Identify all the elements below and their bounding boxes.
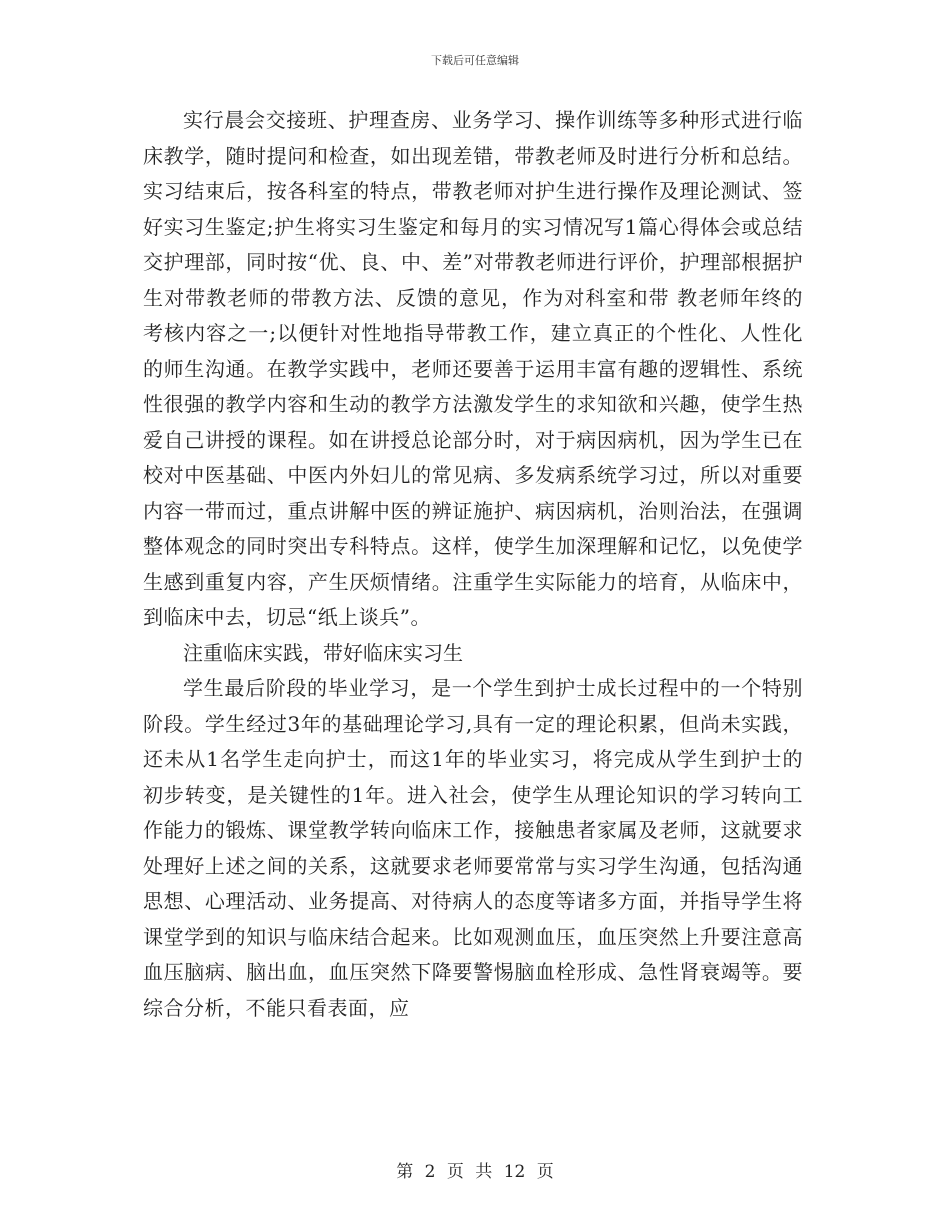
document-body: [143, 103, 803, 1026]
paragraph-teaching-methods: 实行晨会交接班、护理查房、业务学习、操作训练等多种形式进行临床教学，随时提问和检查，如出现差错，带教老师及时进行分析和总结。实习结束后，按各科室的特点，带教老师对护生进行操作及理论测试、签好实习生鉴定;护生将实习生鉴定和每月的实习情况写1篇心得体会或总结交护理部，同时按“优、良、中、差”对带教老师进行评价，护理部根据护生对带教老师的带教方法、反馈的意见，作为对科室和带 教老师年终的考核内容之一;以便针对性地指导带教工作，建立真正的个性化、人性化的师生沟通。在教学实践中，老师还要善于运用丰富有趣的逻辑性、系统性很强的教学内容和生动的教学方法激发学生的求知欲和兴趣，使学生热爱自己讲授的课程。如在讲授总论部分时，对于病因病机，因为学生已在校对中医基础、中医内外妇儿的常见病、多发病系统学习过，所以对重要内容一带而过，重点讲解中医的辨证施护、病因病机，治则治法，在强调整体观念的同时突出专科特点。这样，使学生加深理解和记忆，以免使学生感到重复内容，产生厌烦情绪。注重学生实际能力的培育，从临床中，到临床中去，切忌“纸上谈兵”。: [143, 108, 803, 629]
page-header: 下载后可任意编辑: [431, 54, 519, 67]
section-heading: 注重临床实践，带好临床实习生: [183, 640, 463, 665]
page-footer: 第 2 页 共 12 页: [396, 1162, 554, 1182]
paragraph-graduation-internship: 学生最后阶段的毕业学习，是一个学生到护士成长过程中的一个特别阶段。学生经过3年的基础理论学习,具有一定的理论积累，但尚未实践，还未从1名学生走向护士，而这1年的毕业实习，将完成从学生到护士的初步转变，是关键性的1年。进入社会，使学生从理论知识的学习转向工作能力的锻炼、课堂教学转向临床工作，接触患者家属及老师，这就要求处理好上述之间的关系，这就要求老师要常常与实习学生沟通，包括沟通思想、心理活动、业务提高、对待病人的态度等诸多方面，并指导学生将课堂学到的知识与临床结合起来。比如观测血压，血压突然上升要注意高血压脑病、脑出血，血压突然下降要警惕脑血栓形成、急性肾衰竭等。要综合分析，不能只看表面，应: [143, 676, 803, 1020]
